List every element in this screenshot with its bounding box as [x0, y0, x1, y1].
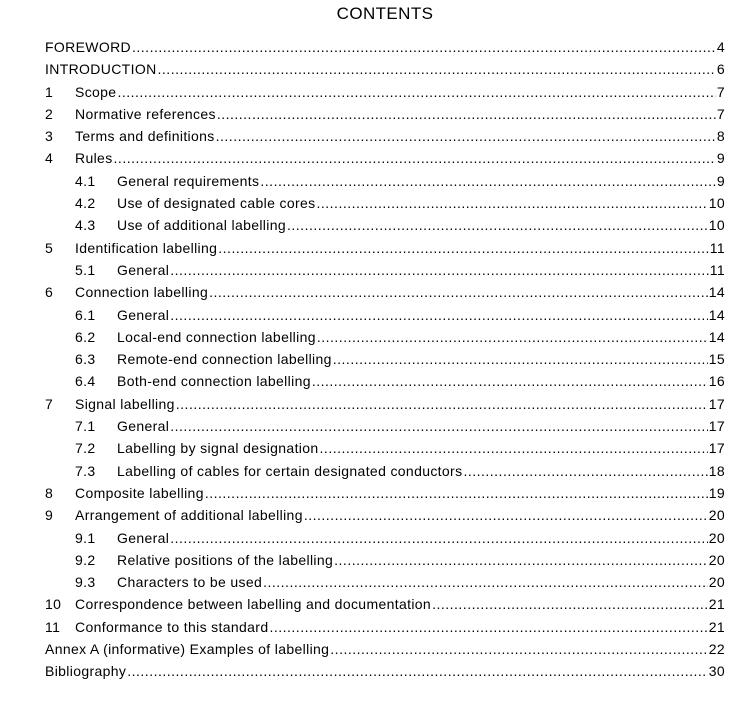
toc-entry-7-2-signal-designation[interactable] — [45, 437, 725, 459]
dot-leader — [170, 304, 707, 326]
toc-section-number: 4.2 — [75, 195, 96, 212]
dot-leader — [463, 460, 707, 482]
toc-page-number: 10 — [708, 195, 725, 212]
toc-section-number: 10 — [45, 596, 62, 613]
dot-leader — [287, 214, 708, 236]
toc-entry-label: Relative positions of the labelling — [117, 551, 334, 568]
toc-page-number: 20 — [708, 529, 725, 546]
toc-section-number: 9 — [45, 507, 54, 524]
dot-leader — [217, 103, 716, 125]
toc-entry-6-1-general[interactable] — [45, 304, 725, 326]
toc-entry-5-1-general[interactable] — [45, 259, 725, 281]
toc-section-number: 5 — [45, 239, 54, 256]
toc-entry-label: Bibliography — [45, 663, 127, 680]
toc-page-number: 21 — [708, 596, 725, 613]
toc-entry-label: Terms and definitions — [75, 128, 215, 145]
toc-section-number: 9.2 — [75, 551, 96, 568]
dot-leader — [132, 36, 716, 58]
toc-page-number: 11 — [709, 239, 725, 256]
toc-page-number: 7 — [716, 83, 725, 100]
toc-entry-8-composite-labelling[interactable] — [45, 482, 725, 504]
toc-page-number: 18 — [708, 462, 725, 479]
toc-section-number: 6.3 — [75, 351, 96, 368]
toc-page-number: 15 — [708, 351, 725, 368]
toc-entry-label: Both-end connection labelling — [117, 373, 311, 390]
toc-page-number: 8 — [716, 128, 725, 145]
toc-section-number: 7 — [45, 395, 54, 412]
toc-entry-label: Arrangement of additional labelling — [75, 507, 303, 524]
toc-section-number: 2 — [45, 105, 54, 122]
toc-page-number: 17 — [708, 418, 725, 435]
dot-leader — [158, 58, 716, 80]
toc-entry-label: Use of additional labelling — [117, 217, 287, 234]
toc-section-number: 9.3 — [75, 574, 96, 591]
toc-page-number: 19 — [708, 484, 725, 501]
dot-leader — [216, 125, 716, 147]
dot-leader — [170, 415, 707, 437]
toc-section-number: 3 — [45, 128, 54, 145]
toc-section-number: 8 — [45, 484, 54, 501]
toc-entry-label: Identification labelling — [75, 239, 218, 256]
toc-section-number: 4 — [45, 150, 54, 167]
toc-entry-label: Rules — [75, 150, 113, 167]
toc-entry-label: Labelling by signal designation — [117, 440, 319, 457]
toc-section-number: 4.1 — [75, 172, 96, 189]
toc-entry-9-1-general[interactable] — [45, 527, 725, 549]
dot-leader — [263, 571, 708, 593]
toc-section-number: 6.2 — [75, 328, 96, 345]
page-title: CONTENTS — [336, 4, 434, 23]
toc-entry-6-connection-labelling[interactable] — [45, 281, 725, 303]
toc-entry-7-1-general[interactable] — [45, 415, 725, 437]
dot-leader — [333, 348, 708, 370]
toc-section-number: 5.1 — [75, 261, 96, 278]
toc-page-number: 20 — [708, 574, 725, 591]
toc-entry-3-terms-and-definitions[interactable] — [45, 125, 725, 147]
toc-entry-label: Remote-end connection labelling — [117, 351, 332, 368]
dot-leader — [114, 147, 716, 169]
toc-entry-label: Use of designated cable cores — [117, 195, 316, 212]
toc-page-number: 22 — [708, 641, 725, 658]
toc-entry-bibliography[interactable] — [45, 660, 725, 682]
toc-entry-introduction[interactable] — [45, 58, 725, 80]
toc-page-number: 21 — [708, 618, 725, 635]
dot-leader — [320, 437, 708, 459]
toc-page-number: 9 — [716, 150, 725, 167]
toc-entry-4-1-general-requirements[interactable] — [45, 170, 725, 192]
toc-entry-label: Normative references — [75, 105, 216, 122]
toc-entry-9-3-characters[interactable] — [45, 571, 725, 593]
toc-entry-9-arrangement[interactable] — [45, 504, 725, 526]
toc-page-number: 14 — [708, 284, 725, 301]
toc-section-number: 9.1 — [75, 529, 96, 546]
toc-entry-label: INTRODUCTION — [45, 61, 157, 78]
dot-leader — [260, 170, 715, 192]
toc-page-number: 17 — [708, 395, 725, 412]
toc-page-number: 11 — [709, 261, 725, 278]
toc-entry-4-3-additional-labelling[interactable] — [45, 214, 725, 236]
toc-entry-6-3-remote-end[interactable] — [45, 348, 725, 370]
toc-page-number: 14 — [708, 306, 725, 323]
dot-leader — [218, 237, 708, 259]
toc-entry-label: Composite labelling — [75, 484, 204, 501]
toc-entry-4-rules[interactable] — [45, 147, 725, 169]
dot-leader — [269, 616, 707, 638]
toc-entry-5-identification-labelling[interactable] — [45, 237, 725, 259]
dot-leader — [304, 504, 708, 526]
toc-entry-label: General — [117, 261, 170, 278]
toc-section-number: 7.3 — [75, 462, 96, 479]
toc-entry-label: Characters to be used — [117, 574, 263, 591]
dot-leader — [317, 192, 708, 214]
toc-entry-label: General requirements — [117, 172, 260, 189]
toc-section-number: 6.1 — [75, 306, 96, 323]
dot-leader — [170, 527, 707, 549]
toc-entry-label: Local-end connection labelling — [117, 328, 316, 345]
toc-page-number: 17 — [708, 440, 725, 457]
toc-entry-label: General — [117, 529, 170, 546]
toc-entry-11-conformance[interactable] — [45, 616, 725, 638]
toc-page-number: 9 — [716, 172, 725, 189]
toc-page-number: 20 — [708, 507, 725, 524]
toc-page-number: 6 — [716, 61, 725, 78]
dot-leader — [117, 81, 715, 103]
toc-entry-label: Scope — [75, 83, 117, 100]
dot-leader — [312, 370, 708, 392]
toc-section-number: 1 — [45, 83, 54, 100]
toc-entry-label: General — [117, 418, 170, 435]
toc-entry-2-normative-references[interactable] — [45, 103, 725, 125]
toc-entry-10-correspondence[interactable] — [45, 593, 725, 615]
dot-leader — [330, 638, 707, 660]
toc-entry-6-4-both-end[interactable] — [45, 370, 725, 392]
toc-page-number: 20 — [708, 551, 725, 568]
toc-section-number: 11 — [45, 618, 61, 635]
dot-leader — [170, 259, 709, 281]
toc-entry-label: Connection labelling — [75, 284, 209, 301]
dot-leader — [209, 281, 708, 303]
toc-entry-label: Labelling of cables for certain designated conductors — [117, 462, 463, 479]
toc-entry-6-2-local-end[interactable] — [45, 326, 725, 348]
toc-section-number: 6.4 — [75, 373, 96, 390]
toc-entry-annex-a[interactable] — [45, 638, 725, 660]
toc-entry-label: General — [117, 306, 170, 323]
toc-section-number: 4.3 — [75, 217, 96, 234]
dot-leader — [432, 593, 708, 615]
toc-entry-label: FOREWORD — [45, 39, 132, 55]
dot-leader — [205, 482, 708, 504]
toc-entry-foreword[interactable] — [45, 36, 725, 58]
dot-leader — [334, 549, 708, 571]
toc-section-number: 6 — [45, 284, 54, 301]
dot-leader — [176, 393, 708, 415]
toc-entry-label: Correspondence between labelling and documentation — [75, 596, 432, 613]
toc-page-number: 30 — [708, 663, 725, 680]
dot-leader — [127, 660, 707, 682]
toc-page-number: 4 — [716, 39, 725, 55]
toc-section-number: 7.2 — [75, 440, 96, 457]
toc-section-number: 7.1 — [75, 418, 96, 435]
toc-entry-7-3-designated-conductors[interactable] — [45, 460, 725, 482]
toc-entry-label: Annex A (informative) Examples of labelling — [45, 641, 330, 658]
toc-entry-4-2-designated-cable-cores[interactable] — [45, 192, 725, 214]
toc-entry-1-scope[interactable] — [45, 81, 725, 103]
toc-entry-label: Signal labelling — [75, 395, 175, 412]
toc-page-number: 14 — [708, 328, 725, 345]
toc-entry-7-signal-labelling[interactable] — [45, 393, 725, 415]
toc-entry-9-2-relative-positions[interactable] — [45, 549, 725, 571]
table-of-contents — [45, 36, 725, 683]
toc-page-number: 16 — [708, 373, 725, 390]
toc-page-number: 7 — [716, 105, 725, 122]
toc-entry-label: Conformance to this standard — [75, 618, 269, 635]
toc-page-number: 10 — [708, 217, 725, 234]
dot-leader — [317, 326, 708, 348]
